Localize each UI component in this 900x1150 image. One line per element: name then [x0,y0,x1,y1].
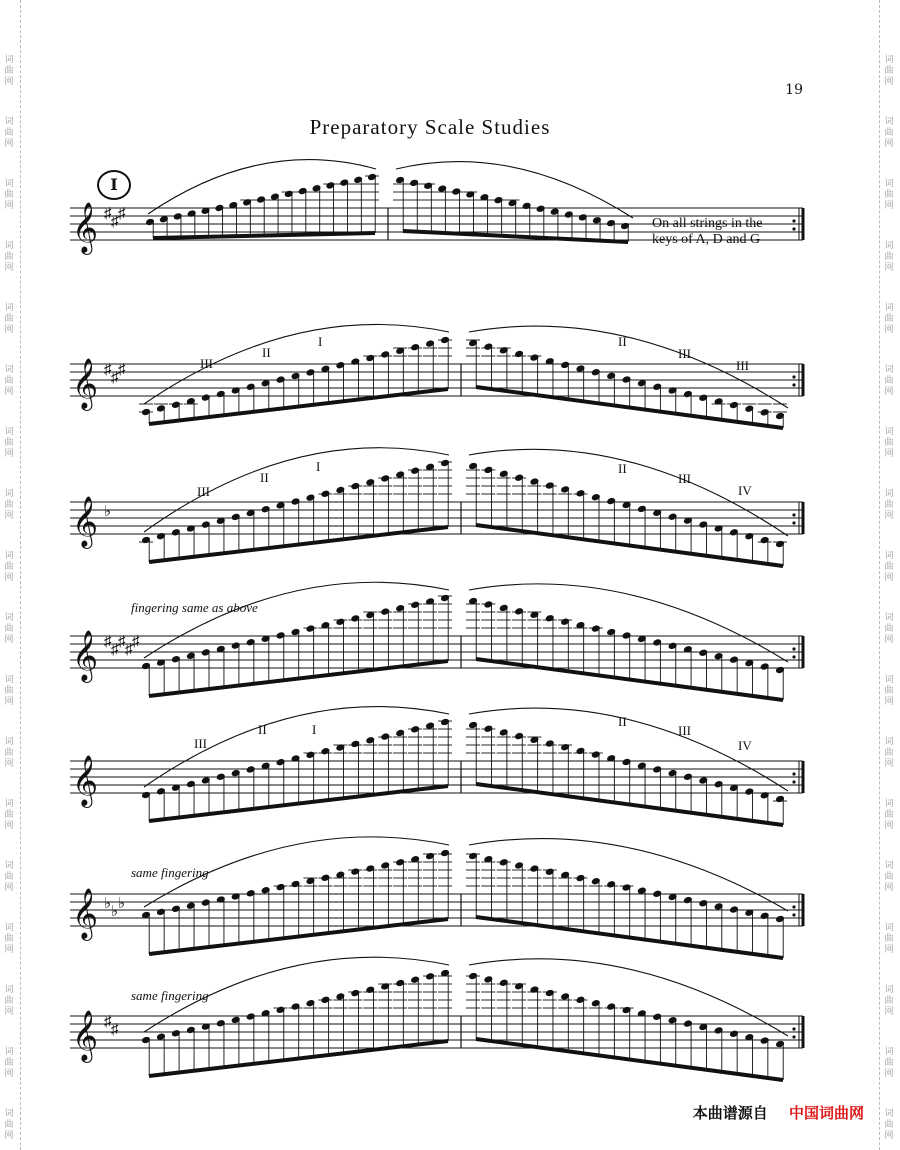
sharp-icon: ♯ [111,642,119,658]
sharp-icon: ♯ [118,206,126,222]
fingering-note-row7: same fingering [131,988,209,1003]
watermark-glyph: 词 曲 网 [4,985,14,1017]
repeat-dot [792,219,795,222]
asc-position-label: I [312,722,317,737]
repeat-dot [792,913,795,916]
desc-position-label: IV [738,483,752,498]
treble-clef-icon: 𝄞 [72,203,99,252]
asc-position-label: III [194,736,207,751]
sharp-icon: ♯ [104,634,112,650]
desc-position-label: IV [738,738,752,753]
flat-icon: ♭ [118,896,126,912]
sharp-icon: ♯ [118,634,126,650]
watermark-glyph: 词 曲 网 [4,1109,14,1141]
treble-clef-icon: 𝄞 [72,631,99,680]
sharp-icon: ♯ [111,214,119,230]
desc-position-label: III [678,723,691,738]
page-title: Preparatory Scale Studies [309,115,551,139]
flat-icon: ♭ [104,504,112,520]
asc-position-label: III [197,484,210,499]
watermark-glyph: 词 曲 网 [884,799,894,831]
watermark-glyph: 词 曲 网 [884,613,894,645]
ascending-beam [153,233,375,238]
watermark-glyph: 词 曲 网 [4,117,14,149]
watermark-glyph: 词 曲 网 [4,799,14,831]
watermark-glyph: 词 曲 网 [884,1109,894,1141]
page-number: 19 [785,82,803,98]
treble-clef-icon: 𝄞 [72,497,99,546]
repeat-dot [792,513,795,516]
section-number: I [97,170,131,200]
watermark-glyph: 词 曲 网 [884,365,894,397]
asc-position-label: I [316,459,321,474]
watermark-glyph: 词 曲 网 [4,241,14,273]
watermark-glyph: 词 曲 网 [884,241,894,273]
watermark-glyph: 词 曲 网 [4,861,14,893]
watermark-glyph: 词 曲 网 [4,303,14,335]
footer-source: 本曲谱源自 [692,1104,768,1122]
instruction-line-2: keys of A, D and G [652,232,761,247]
desc-position-label: II [618,714,627,729]
flat-icon: ♭ [111,904,119,920]
watermark-glyph: 词 曲 网 [884,427,894,459]
watermark-glyph: 词 曲 网 [4,489,14,521]
watermark-glyph: 词 曲 网 [884,551,894,583]
asc-position-label: III [200,356,213,371]
watermark-glyph: 词 曲 网 [884,1047,894,1079]
watermark-glyph: 词 曲 网 [884,179,894,211]
desc-position-label: III [678,346,691,361]
desc-position-label: III [736,358,749,373]
watermark-glyph: 词 曲 网 [4,923,14,955]
slur [469,839,788,911]
sharp-icon: ♯ [104,362,112,378]
sharp-icon: ♯ [104,206,112,222]
repeat-dot [792,647,795,650]
watermark-glyph: 词 曲 网 [4,365,14,397]
sharp-icon: ♯ [104,1014,112,1030]
watermark-glyph: 词 曲 网 [4,675,14,707]
sharp-icon: ♯ [132,634,140,650]
repeat-dot [792,1035,795,1038]
asc-position-label: I [318,334,323,349]
watermark-glyph: 词 曲 网 [884,985,894,1017]
watermark-glyph: 词 曲 网 [4,737,14,769]
repeat-dot [792,375,795,378]
watermark-glyph: 词 曲 网 [4,551,14,583]
watermark-glyph: 词 曲 网 [884,861,894,893]
desc-position-label: III [678,471,691,486]
watermark-glyph: 词 曲 网 [884,117,894,149]
treble-clef-icon: 𝄞 [72,1011,99,1060]
slur [469,584,788,662]
watermark-glyph: 词 曲 网 [884,55,894,87]
repeat-dot [792,227,795,230]
slur [148,160,376,214]
footer-site: 中国词曲网 [788,1104,864,1122]
repeat-dot [792,780,795,783]
repeat-dot [792,772,795,775]
asc-position-label: II [262,345,271,360]
repeat-dot [792,905,795,908]
desc-position-label: II [618,334,627,349]
flat-icon: ♭ [104,896,112,912]
asc-position-label: II [260,470,269,485]
sharp-icon: ♯ [125,642,133,658]
fingering-note-row6: same fingering [131,865,209,880]
repeat-dot [792,383,795,386]
desc-position-label: II [618,461,627,476]
treble-clef-icon: 𝄞 [72,889,99,938]
watermark-glyph: 词 曲 网 [884,303,894,335]
watermark-glyph: 词 曲 网 [4,1047,14,1079]
watermark-glyph: 词 曲 网 [884,923,894,955]
footer-credit [693,1102,864,1123]
watermark-glyph: 词 曲 网 [4,55,14,87]
instruction-line-1: On all strings in the [652,216,763,231]
repeat-dot [792,1027,795,1030]
asc-position-label: II [258,722,267,737]
watermark-glyph: 词 曲 网 [4,179,14,211]
treble-clef-icon: 𝄞 [72,359,99,408]
watermark-glyph: 词 曲 网 [884,489,894,521]
sharp-icon: ♯ [111,1022,119,1038]
watermark-glyph: 词 曲 网 [884,737,894,769]
fingering-note-row4: fingering same as above [131,600,258,615]
sharp-icon: ♯ [118,362,126,378]
watermark-glyph: 词 曲 网 [4,613,14,645]
repeat-dot [792,655,795,658]
repeat-dot [792,521,795,524]
watermark-glyph: 词 曲 网 [884,675,894,707]
treble-clef-icon: 𝄞 [72,756,99,805]
sharp-icon: ♯ [111,370,119,386]
watermark-glyph: 词 曲 网 [4,427,14,459]
